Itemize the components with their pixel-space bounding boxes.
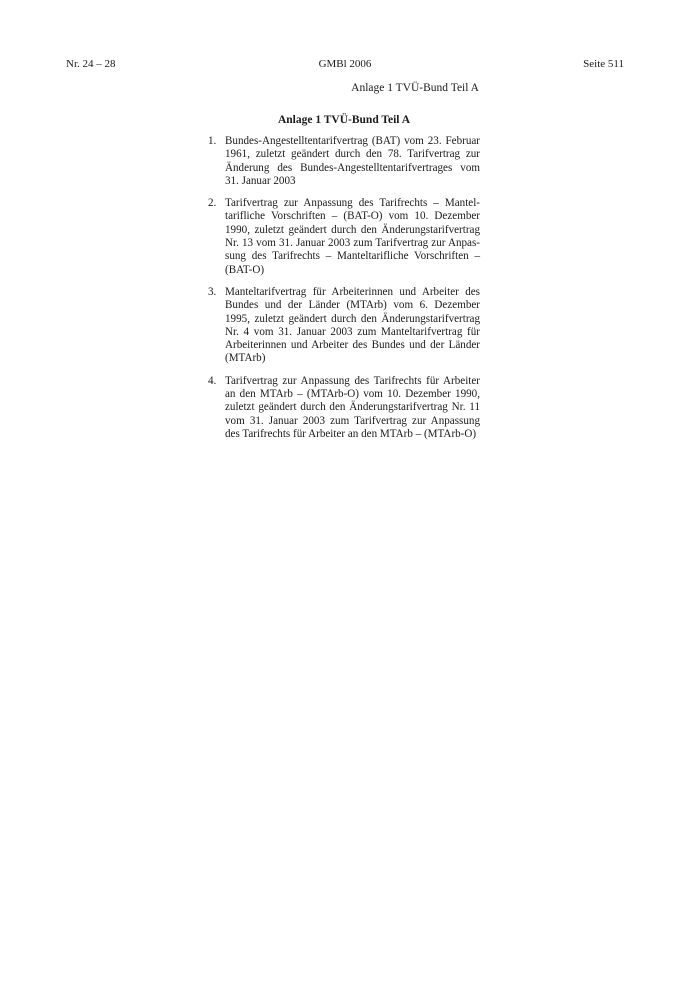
- publication-title: GMBl 2006: [318, 58, 372, 70]
- content-column: [208, 112, 480, 450]
- subheader: Anlage 1 TVÜ-Bund Teil A: [351, 82, 479, 94]
- item-number: 1.: [208, 135, 217, 147]
- list-item: [208, 286, 480, 366]
- section-title: Anlage 1 TVÜ-Bund Teil A: [277, 114, 411, 126]
- item-text: Manteltarifvertrag für Arbeiterinnen und Arbeiter des Bundes und der Länder (MTArb) vom 6. Dezember 1995, zuletzt geändert durch den Änderungstarifvertrag Nr. 4 vom 31. Januar 2003 zum Manteltarifvertrag für Arbeiterinnen und Arbeiter des Bundes und der Länder (MTArb): [225, 285, 480, 365]
- list-item: [208, 135, 480, 188]
- item-number: 3.: [208, 285, 217, 298]
- item-text: Tarifvertrag zur Anpassung des Tarifrechts für Arbeiter an den MTArb – (MTArb-O) vom 10. Dezember 1990, zuletzt geändert durch den Änderungstarifvertrag Nr. 11 vom 31. Januar 2003 zum Tarifvertrag zur Anpassung des Tarifrechts für Arbeiter an den MTArb – (MTArb-O): [225, 374, 480, 440]
- agreement-list: [208, 135, 480, 441]
- issue-number: Nr. 24 – 28: [66, 58, 116, 70]
- item-text: Tarifvertrag zur Anpassung des Tarifrechts – Manteltarifliche Vorschriften – (BAT-O) vom 10. Dezember 1990, zuletzt geändert durch den Änderungstarifvertrag Nr. 13 vom 31. Januar 2003 zum Tarifvertrag zur Anpassung des Tarifrechts – Manteltarifliche Vorschriften – (BAT-O): [225, 197, 480, 276]
- item-text: Bundes-Angestelltentarifvertrag (BAT) vom 23. Februar 1961, zuletzt geändert durch den 78. Tarifvertrag zur Änderung des Bundes-Angestelltentarifvertrages vom 31. Januar 2003: [225, 135, 480, 187]
- item-number: 4.: [208, 374, 217, 387]
- item-number: 2.: [208, 197, 217, 210]
- running-header: [66, 56, 624, 72]
- page-number: Seite 511: [583, 58, 624, 70]
- list-item: [208, 197, 480, 277]
- list-item: [208, 375, 480, 441]
